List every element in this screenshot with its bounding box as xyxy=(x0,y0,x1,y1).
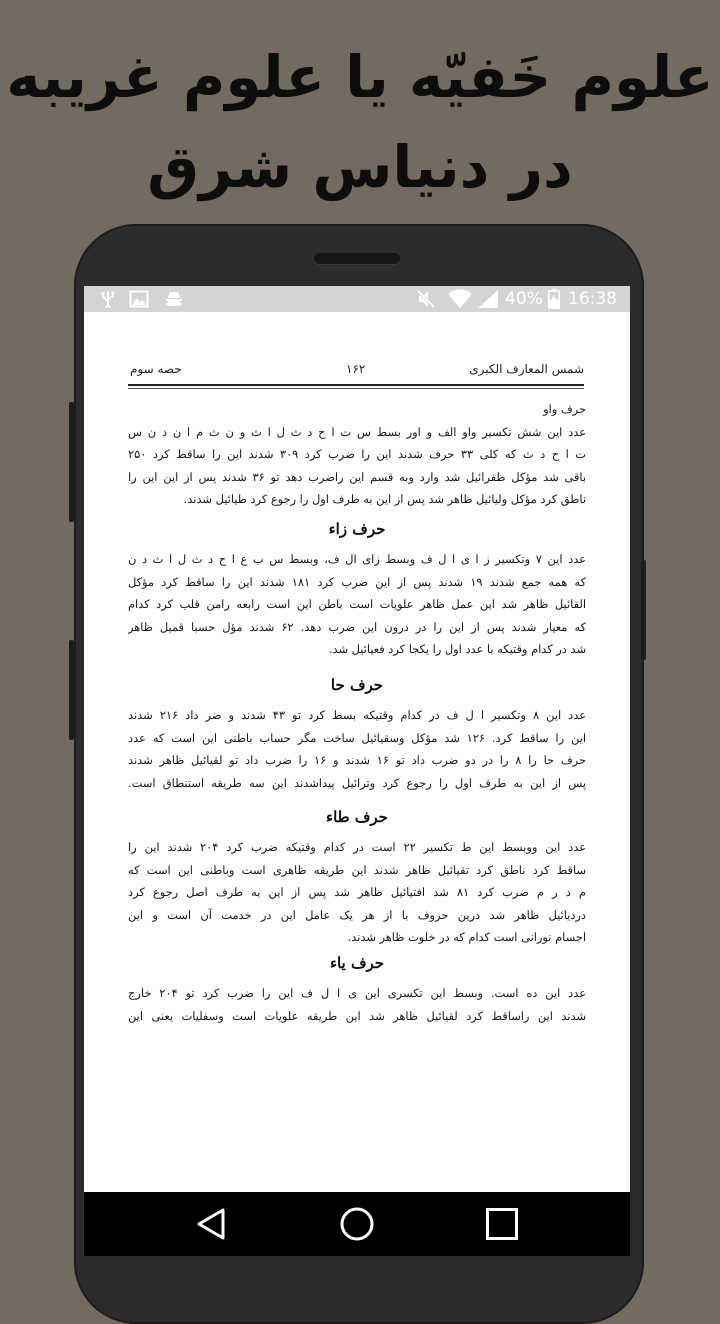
paragraph-taa xyxy=(128,836,586,949)
signal-icon xyxy=(476,289,500,309)
status-bar xyxy=(84,286,630,312)
text-line: که همه جمع شدند ۱۹ شدند پس از این ضرب کرد ۱۸۱ شدند این را ساقط کرد مؤکل xyxy=(128,574,586,589)
phone-screen xyxy=(84,286,630,1256)
text-line: م د ر م ضرب کرد ۸۱ شد افتیائیل ظاهر شد پس از این به طرف اصل رجوع کرد xyxy=(128,885,586,899)
usb-icon xyxy=(98,289,118,309)
text-line: عدد این ۸ وتکسیر ا ل ف در کدام وقتیکه بسط کرد تو ۴۳ شدند و ضر داد ۲۱۶ شدند xyxy=(128,708,586,722)
running-header-part: حصه سوم xyxy=(130,362,182,376)
back-icon[interactable] xyxy=(190,1206,234,1242)
text-line: ت ا ح د ث که کلی ۳۳ حرف شدند این را ضرب کرد ۳۰۹ شدند این را ساقط کرد ۲۵۰ xyxy=(128,447,586,461)
running-header-title: شمس المعارف الکبری xyxy=(469,362,584,376)
text-line: شد در کدام وقتیکه با عدد اول را یکجا کرد فعیائیل شد. xyxy=(328,642,586,656)
paragraph-waw xyxy=(128,398,586,511)
text-line: القائیل ظاهر شد این عمل ظاهر علویات است باطن این است رابعه رامن قلب کرد کدام xyxy=(128,597,586,611)
text-line: دردیائیل ظاهر شد درین حروف با از هر یک عامل این در خدمت آن است و این xyxy=(128,907,586,922)
text-line: پس از این به طرف اول را رجوع کرد وترائیل پیداشدند این سه طریقه استنطاق است. xyxy=(128,775,586,790)
text-line: عدد این ووبسط این ط تکسیر ۲۲ است در کدام وقتیکه ضرب کرد ۲۰۴ شدند این را xyxy=(128,840,586,854)
promo-title-line2: در دنیاس شرق xyxy=(147,133,573,201)
paragraph-ha xyxy=(128,704,586,794)
battery-charging-icon xyxy=(546,289,562,309)
android-debug-icon xyxy=(162,289,186,309)
promo-title-line1: علوم خَفیّه یا علوم غریبه xyxy=(6,43,714,111)
recents-icon[interactable] xyxy=(480,1206,524,1242)
battery-percent: 40% xyxy=(505,289,543,309)
text-line: باقی شد مؤکل ظفرائیل شد وارد وبه قسم این راضرب دهد تو ۳۶ شدند پس از این این را xyxy=(128,469,586,484)
text-line: شدند این راساقط کرد لقیائیل ظاهر شد این طریقه علویات است وسفلیات یعنی این xyxy=(128,1008,586,1023)
text-line: اجسام نورانی است کدام که در خلوت ظاهر شدند. xyxy=(347,930,586,944)
page-number: ۱۶۲ xyxy=(346,362,366,376)
text-line: عدد این ده است. وبسط این تکسری این ی ا ل ف این را ضرب کرد تو ۲۰۴ خارج xyxy=(128,986,586,1000)
text-line: این را ساقط کرد. ۱۲۶ شد مؤکل وسقیائیل ساخت مگر حساب باطنی این است که عدد xyxy=(128,730,586,745)
text-line: عدد این ۷ وتکسیر ز ا ی ا ل ف وبسط زای ال ف، وبسط س ب ع ا ح د ث ل ا ث د ن xyxy=(128,552,586,566)
header-rule xyxy=(128,384,584,386)
power-button xyxy=(641,560,646,660)
section-heading-zaa: حرف زاء xyxy=(328,520,386,538)
phone-speaker xyxy=(314,253,400,264)
section-heading-yaa: حرف یاء xyxy=(329,954,385,972)
navigation-bar xyxy=(84,1192,630,1256)
paragraph-zaa xyxy=(128,548,586,661)
text-line: که معیار شدند پس از این را در درون این ضرب دهد. ۶۲ شدند مؤل حسبا قمیل ظاهر xyxy=(128,619,586,634)
mute-icon xyxy=(414,289,438,309)
header-rule-thin xyxy=(128,388,584,389)
section-heading-ha: حرف حا xyxy=(330,676,384,694)
text-line: ناطق کرد مؤکل ولیائیل ظاهر شد پس از این به طرف اول را رجوع کرد طیائیل شدند. xyxy=(183,492,586,506)
paragraph-yaa xyxy=(128,982,586,1027)
volume-button xyxy=(69,402,74,522)
text-line: عدد این شش تکسیر واو الف و اور بسط س ت ا ح د ث ل ا ث و ن ث م ا ن د ن س xyxy=(128,424,586,439)
wifi-icon xyxy=(446,289,474,309)
text-line: ساقط کرد ناطق کرد تقیائیل ظاهر شدند این طریقه ظاهری است وباطنی این است که xyxy=(128,862,586,877)
image-icon xyxy=(128,289,150,309)
book-page[interactable] xyxy=(84,312,630,1192)
text-line: حرف حا را ۸ را در دو ضرب داد تو ۱۶ شدند و ۱۶ را ضرب داد تو لقیائیل ظاهر شدند xyxy=(128,753,586,767)
text-line: حرف واو xyxy=(543,402,586,416)
section-heading-taa: حرف طاء xyxy=(326,808,388,826)
side-button xyxy=(69,640,74,740)
status-time: 16:38 xyxy=(568,289,617,309)
home-icon[interactable] xyxy=(335,1206,379,1242)
